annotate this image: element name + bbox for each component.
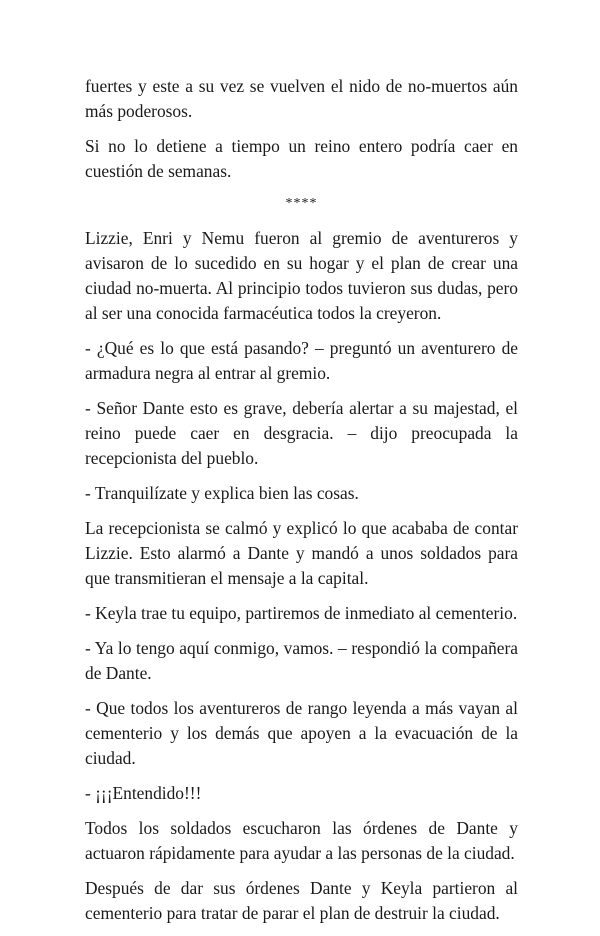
paragraph: Todos los soldados escucharon las órdenes de Dante y actuaron rápidamente para ayudar a las personas de la ciudad. bbox=[85, 818, 518, 863]
paragraph: - ¿Qué es lo que está pasando? – preguntó un aventurero de armadura negra al entrar al gremio. bbox=[85, 338, 518, 383]
paragraph: - Tranquilízate y explica bien las cosas. bbox=[85, 483, 359, 503]
paragraph: - Keyla trae tu equipo, partiremos de inmediato al cementerio. bbox=[85, 603, 518, 623]
paragraph: Si no lo detiene a tiempo un reino entero podría caer en cuestión de semanas. bbox=[85, 136, 518, 181]
paragraph: - Ya lo tengo aquí conmigo, vamos. – respondió la compañera de Dante. bbox=[85, 638, 518, 683]
paragraph: Después de dar sus órdenes Dante y Keyla partieron al cementerio para tratar de parar el plan de destruir la ciudad. bbox=[85, 878, 518, 923]
paragraph: - Que todos los aventureros de rango leyenda a más vayan al cementerio y los demás que apoyen a la evacuación de la ciudad. bbox=[85, 698, 518, 768]
paragraph: fuertes y este a su vez se vuelven el nido de no-muertos aún más poderosos. bbox=[85, 76, 518, 121]
paragraph: Lizzie, Enri y Nemu fueron al gremio de aventureros y avisaron de lo sucedido en su hogar y el plan de crear una ciudad no-muerta. Al principio todos tuvieron sus dudas, pero al ser una conocida farmacéutica todos la creyeron. bbox=[85, 228, 518, 323]
section-separator: **** bbox=[285, 196, 318, 211]
paragraph: - Señor Dante esto es grave, debería alertar a su majestad, el reino puede caer en desgracia. – dijo preocupada la recepcionista del pueblo. bbox=[85, 398, 518, 468]
document-page bbox=[85, 74, 518, 936]
paragraph: - ¡¡¡Entendido!!! bbox=[85, 783, 202, 803]
paragraph: La recepcionista se calmó y explicó lo que acababa de contar Lizzie. Esto alarmó a Dante y mandó a unos soldados para que transmitieran el mensaje a la capital. bbox=[85, 518, 518, 588]
